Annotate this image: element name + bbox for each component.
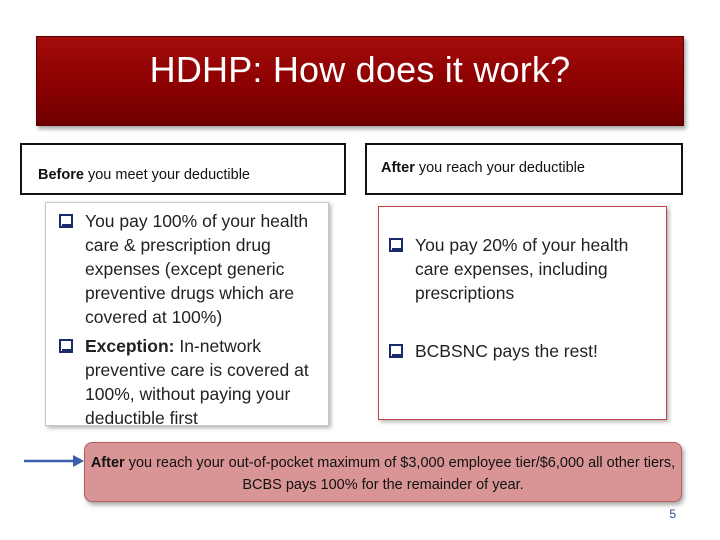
checkbox-bullet-icon bbox=[389, 238, 403, 252]
before-bullet-1-text: You pay 100% of your health care & prescription drug expenses (except generic preventive drugs which are covered at 100%) bbox=[85, 211, 309, 327]
checkbox-bullet-icon bbox=[389, 344, 403, 358]
before-panel bbox=[45, 202, 329, 426]
checkbox-bullet-icon bbox=[59, 214, 73, 228]
after-bullet-1-text: You pay 20% of your health care expenses, including prescriptions bbox=[415, 235, 629, 303]
out-of-pocket-callout bbox=[84, 442, 682, 502]
after-heading bbox=[365, 143, 683, 195]
callout-text: you reach your out-of-pocket maximum of $3,000 employee tier/$6,000 all other tiers, BCBS pays 100% for the remainder of year. bbox=[124, 455, 676, 493]
title-banner bbox=[36, 36, 684, 126]
after-bullet-2 bbox=[389, 339, 659, 363]
after-bullet-1 bbox=[389, 233, 659, 305]
after-bullet-2-text: BCBSNC pays the rest! bbox=[415, 341, 598, 361]
page-number: 5 bbox=[669, 507, 676, 521]
after-heading-bold: After bbox=[381, 160, 415, 176]
checkbox-bullet-icon bbox=[59, 339, 73, 353]
before-bullet-2 bbox=[59, 334, 325, 430]
before-heading-bold: Before bbox=[38, 167, 84, 183]
before-heading-text: you meet your deductible bbox=[83, 167, 250, 183]
before-heading bbox=[20, 143, 346, 195]
after-heading-text: you reach your deductible bbox=[414, 160, 585, 176]
before-bullet-2-text bbox=[59, 334, 325, 430]
callout-bold: After bbox=[90, 455, 125, 471]
arrow-right-icon bbox=[23, 454, 85, 468]
exception-label: Exception: bbox=[85, 336, 175, 356]
before-bullet-1 bbox=[59, 209, 325, 329]
exception-text: In-network preventive care is covered at 100%, without paying your deductible first bbox=[85, 336, 309, 428]
slide-title: HDHP: How does it work? bbox=[149, 49, 571, 90]
after-panel bbox=[378, 206, 667, 420]
